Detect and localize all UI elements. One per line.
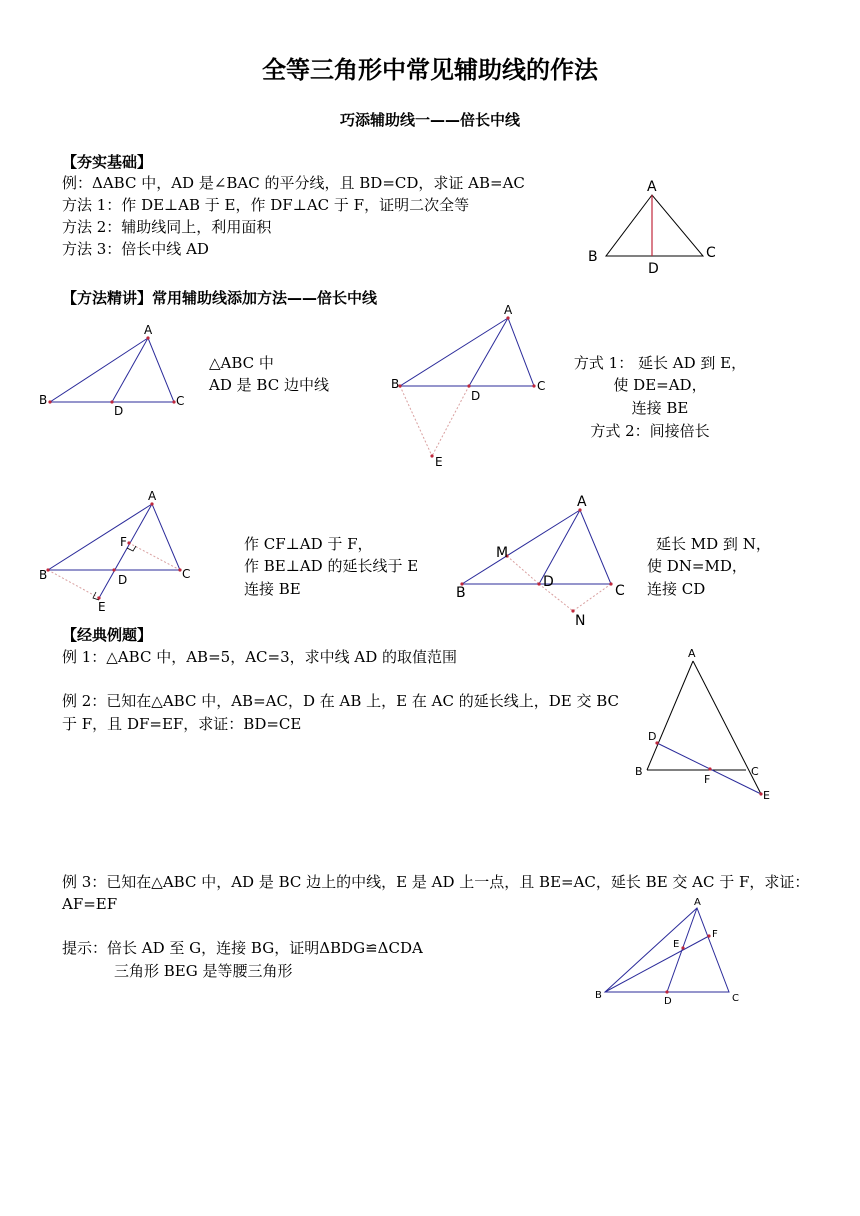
label-b: B (595, 990, 602, 1001)
label-b: B (391, 377, 400, 391)
label-b: B (635, 765, 643, 778)
label-c: C (182, 567, 191, 581)
label-a: A (577, 494, 587, 510)
label-n: N (575, 613, 586, 629)
label-a: A (504, 303, 513, 317)
label-d: D (118, 573, 128, 587)
label-a: A (694, 897, 701, 908)
fig2-caption-1: 方式 1： 延长 AD 到 E， (573, 354, 747, 372)
figure-example-2 (630, 645, 780, 810)
label-c: C (537, 379, 546, 393)
figure-foundation-triangle (580, 175, 730, 275)
label-a: A (647, 179, 657, 195)
label-d: D (648, 261, 659, 277)
section-heading-examples: 【经典例题】 (62, 626, 153, 644)
label-e: E (435, 455, 443, 469)
label-c: C (706, 245, 716, 261)
label-e: E (98, 600, 106, 614)
label-c: C (176, 394, 185, 408)
figure-example-3 (590, 895, 750, 1010)
label-d: D (114, 404, 124, 418)
label-b: B (456, 585, 466, 601)
label-c: C (615, 583, 625, 599)
foundation-method-1: 方法 1：作 DE⊥AB 于 E，作 DF⊥AC 于 F，证明二次全等 (62, 196, 470, 214)
fig3-caption-2: 作 BE⊥AD 的延长线于 E (244, 557, 419, 575)
page-subtitle: 巧添辅助线一——倍长中线 (339, 111, 520, 129)
page-title: 全等三角形中常见辅助线的作法 (262, 56, 598, 84)
foundation-example: 例：ΔABC 中，AD 是∠BAC 的平分线，且 BD=CD，求证 AB=AC (62, 174, 525, 192)
fig4-caption-3: 连接 CD (647, 580, 706, 598)
label-c: C (751, 765, 759, 778)
figure-extend-median (388, 300, 558, 470)
section-heading-method: 【方法精讲】常用辅助线添加方法——倍长中线 (62, 289, 378, 307)
fig4-caption-1: 延长 MD 到 N， (656, 535, 771, 553)
example-3-line-1: 例 3：已知在△ABC 中，AD 是 BC 边上的中线，E 是 AD 上一点，且 BE=AC，延长 BE 交 AC 于 F，求证： (62, 873, 810, 891)
label-b: B (39, 568, 48, 582)
label-d: D (471, 389, 481, 403)
fig2-caption-3: 连接 BE (631, 399, 689, 417)
label-a: A (148, 489, 157, 503)
label-f: F (704, 773, 711, 786)
foundation-method-2: 方法 2：辅助线同上，利用面积 (62, 218, 272, 236)
label-c: C (732, 993, 739, 1004)
hint-line-1: 提示：倍长 AD 至 G，连接 BG，证明ΔBDG≌ΔCDA (62, 939, 423, 957)
label-f: F (120, 535, 127, 549)
foundation-method-3: 方法 3：倍长中线 AD (62, 240, 209, 258)
figure-median (38, 320, 198, 420)
label-d: D (648, 730, 657, 743)
section-heading-foundation: 【夯实基础】 (62, 153, 153, 171)
fig2-caption-4: 方式 2：间接倍长 (590, 422, 710, 440)
example-1: 例 1：△ABC 中，AB=5，AC=3，求中线 AD 的取值范围 (62, 648, 458, 666)
label-d: D (664, 996, 672, 1007)
fig1-caption-1: △ABC 中 (209, 354, 274, 372)
example-2-line-2: 于 F，且 DF=EF，求证：BD=CE (62, 715, 302, 733)
label-m: M (496, 545, 509, 561)
label-b: B (39, 393, 48, 407)
label-a: A (688, 647, 696, 660)
figure-perpendiculars (38, 486, 208, 616)
fig3-caption-3: 连接 BE (244, 580, 301, 598)
fig3-caption-1: 作 CF⊥AD 于 F， (244, 535, 373, 553)
example-2-line-1: 例 2：已知在△ABC 中，AB=AC，D 在 AB 上，E 在 AC 的延长线上，DE 交 BC (62, 692, 620, 710)
fig1-caption-2: AD 是 BC 边中线 (209, 376, 329, 394)
label-e: E (763, 789, 770, 802)
label-a: A (144, 323, 153, 337)
label-b: B (588, 249, 598, 265)
example-3-line-2: AF=EF (62, 895, 118, 913)
label-f: F (712, 929, 718, 940)
hint-line-2: 三角形 BEG 是等腰三角形 (114, 962, 293, 980)
fig4-caption-2: 使 DN=MD， (647, 557, 747, 575)
fig2-caption-2: 使 DE=AD， (613, 376, 707, 394)
figure-extend-md (452, 490, 642, 630)
label-e: E (673, 939, 680, 950)
label-d: D (543, 574, 554, 590)
